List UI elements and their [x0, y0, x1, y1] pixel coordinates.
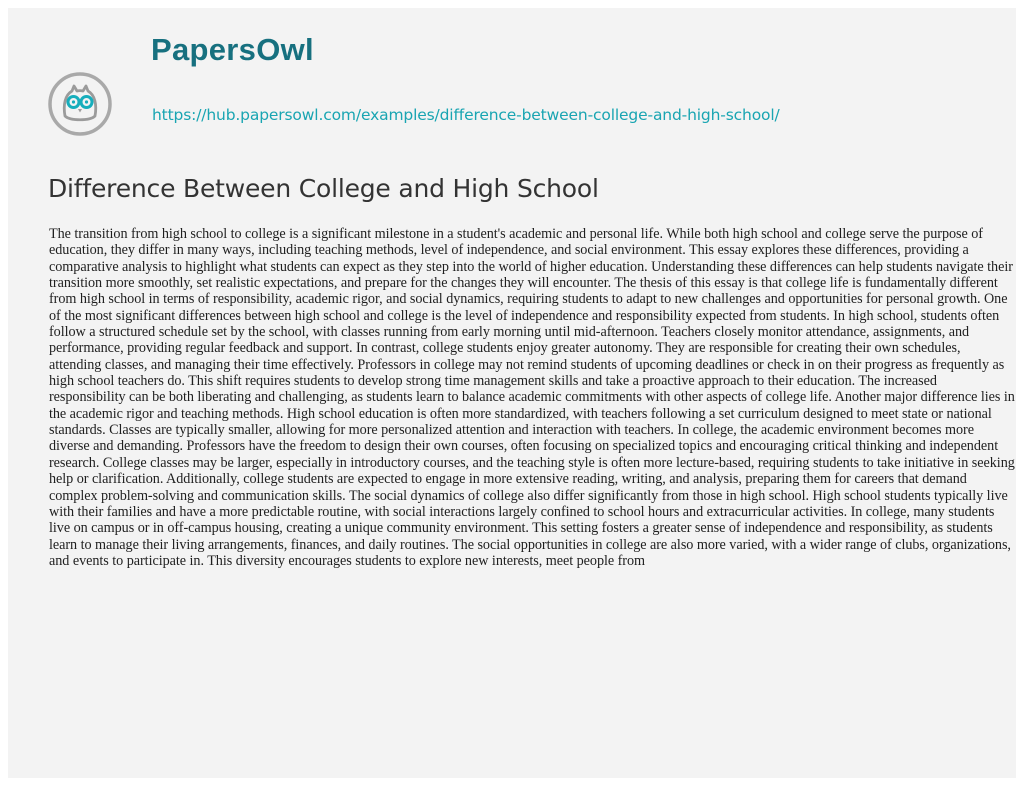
essay-body: The transition from high school to college is a significant milestone in a student's academic and personal life. While both high school and college serve the purpose of education, they differ in many ways, including teaching methods, level of independence, and social environment. This essay explores these differences, providing a comparative analysis to highlight what students can expect as they step into the world of higher education. Understanding these differences can help students navigate their transition more smoothly, set realistic expectations, and prepare for the changes they will encounter. The thesis of this essay is that college life is fundamentally different from high school in terms of responsibility, academic rigor, and social dynamics, requiring students to adapt to new challenges and opportunities for personal growth. One of the most significant differences between high school and college is the level of independence and responsibility expected from students. In high school, students often follow a structured schedule set by the school, with classes running from early morning until mid-afternoon. Teachers closely monitor attendance, assignments, and performance, providing regular feedback and support. In contrast, college students enjoy greater autonomy. They are responsible for creating their own schedules, attending classes, and managing their time effectively. Professors in college may not remind students of upcoming deadlines or check in on their progress as frequently as high school teachers do. This shift requires students to develop strong time management skills and take a proactive approach to their education. The increased responsibility can be both liberating and challenging, as students learn to balance academic commitments with other aspects of college life. Another major difference lies in the academic rigor and teaching methods. High school education is often more standardized, with teachers following a set curriculum designed to meet state or national standards. Classes are typically smaller, allowing for more personalized attention and interaction with teachers. In college, the academic environment becomes more diverse and demanding. Professors have the freedom to design their own courses, often focusing on specialized topics and encouraging critical thinking and independent research. College classes may be larger, especially in introductory courses, and the teaching style is often more lecture-based, requiring students to take initiative in seeking help or clarification. Additionally, college students are expected to engage in more extensive reading, writing, and analysis, preparing them for careers that demand complex problem-solving and communication skills. The social dynamics of college also differ significantly from those in high school. High school students typically live with their families and have a more predictable routine, with social interactions largely confined to school hours and extracurricular activities. In college, many students live on campus or in off-campus housing, creating a unique community environment. This setting fosters a greater sense of independence and responsibility, as students learn to manage their living arrangements, finances, and daily routines. The social opportunities in college are also more varied, with a wider range of clubs, organizations, and events to participate in. This diversity encourages students to explore new interests, meet people from	[49, 226, 1015, 569]
page-header	[8, 8, 1016, 156]
source-url-link[interactable]: https://hub.papersowl.com/examples/difference-between-college-and-high-school/	[152, 106, 780, 124]
essay-title: Difference Between College and High School	[48, 174, 599, 203]
owl-logo-icon	[48, 72, 112, 136]
document-page	[8, 8, 1016, 778]
brand-title: PapersOwl	[151, 32, 314, 67]
